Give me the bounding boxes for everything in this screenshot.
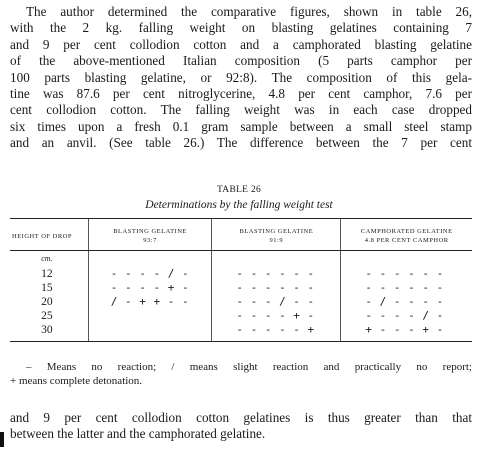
- result-91-9: - - - - - +: [212, 323, 341, 342]
- result-camphorated: - - - - / -: [341, 309, 472, 323]
- text-line: with the 2 kg. falling weight on blasting gelatines containing 7: [10, 20, 472, 36]
- legend-line: – Means no reaction; / means slight reaction and practically no report;: [26, 361, 472, 373]
- text-line: six times upon a fresh 0.1 gram sample between a small steel stamp: [10, 118, 472, 134]
- result-91-9: - - - - + -: [212, 309, 341, 323]
- header-height-of-drop: HEIGHT OF DROP: [10, 219, 88, 251]
- result-camphorated: + - - - + -: [341, 323, 472, 342]
- text-line: tine was 87.6 per cent nitroglycerine, 4.8 per cent camphor, 7.6 per: [10, 86, 472, 102]
- table-cell: [341, 251, 472, 268]
- table-row: [10, 295, 472, 309]
- height-cell: 25: [41, 310, 53, 322]
- height-cell: 12: [41, 268, 53, 280]
- header-line: 91:9: [269, 237, 284, 244]
- text-line: and 9 per cent collodion cotton gelatines is thus greater than that: [10, 410, 472, 425]
- result-camphorated: - - - - - -: [341, 267, 472, 281]
- text-line: of the above-mentioned Italian composition (5 parts camphor per: [10, 53, 472, 69]
- text-line: cent collodion cotton. The falling weight was in each case dropped: [10, 102, 472, 118]
- intro-paragraph: [10, 4, 472, 152]
- unit-row: [10, 251, 472, 268]
- header-line: CAMPHORATED GELATINE: [360, 228, 453, 235]
- header-line: 93:7: [143, 237, 157, 244]
- height-cell: 30: [10, 323, 88, 342]
- table-legend: [10, 360, 472, 388]
- closing-paragraph: [10, 410, 472, 443]
- margin-mark: [0, 432, 4, 447]
- table-cell: [88, 251, 212, 268]
- result-91-9: - - - - - -: [212, 267, 341, 281]
- height-cell: 15: [41, 282, 53, 294]
- result-91-9: - - - / - -: [212, 295, 341, 309]
- table-row: [10, 309, 472, 323]
- table-cell: [212, 251, 341, 268]
- result-camphorated: - - - - - -: [341, 281, 472, 295]
- text-line: 100 parts blasting gelatine, or 92:8). The composition of this gela-: [10, 69, 472, 85]
- legend-line: + means complete detonation.: [10, 375, 143, 387]
- table-row: [10, 267, 472, 281]
- table-row: [10, 281, 472, 295]
- result-91-9: - - - - - -: [212, 281, 341, 295]
- text-line: between the latter and the camphorated gelatine.: [10, 426, 266, 442]
- result-93-7: [88, 323, 212, 342]
- result-93-7: [88, 309, 212, 323]
- height-cell: 20: [41, 296, 53, 308]
- header-gelatine-93-7: [88, 219, 212, 251]
- table-title: Determinations by the falling weight test: [145, 199, 333, 211]
- table-number: TABLE 26: [216, 185, 262, 195]
- table-row: [10, 323, 472, 342]
- table-header-row: [10, 219, 472, 251]
- header-camphorated-gelatine: [341, 219, 472, 251]
- header-gelatine-91-9: [212, 219, 341, 251]
- falling-weight-table: [10, 218, 472, 342]
- unit-label: cm.: [41, 254, 53, 263]
- header-line: 4.8 PER CENT CAMPHOR: [364, 237, 449, 244]
- text-line: and 9 per cent collodion cotton and a camphorated blasting gelatine: [10, 36, 472, 52]
- result-93-7: - - - - + -: [88, 281, 212, 295]
- header-line: BLASTING GELATINE: [113, 228, 187, 235]
- result-93-7: - - - - / -: [88, 267, 212, 281]
- result-camphorated: - / - - - -: [341, 295, 472, 309]
- header-line: BLASTING GELATINE: [239, 228, 314, 235]
- result-93-7: / - + + - -: [88, 295, 212, 309]
- text-line: and an anvil. (See table 26.) The difference between the 7 per cent: [10, 135, 472, 151]
- text-line: The author determined the comparative figures, shown in table 26,: [26, 4, 472, 19]
